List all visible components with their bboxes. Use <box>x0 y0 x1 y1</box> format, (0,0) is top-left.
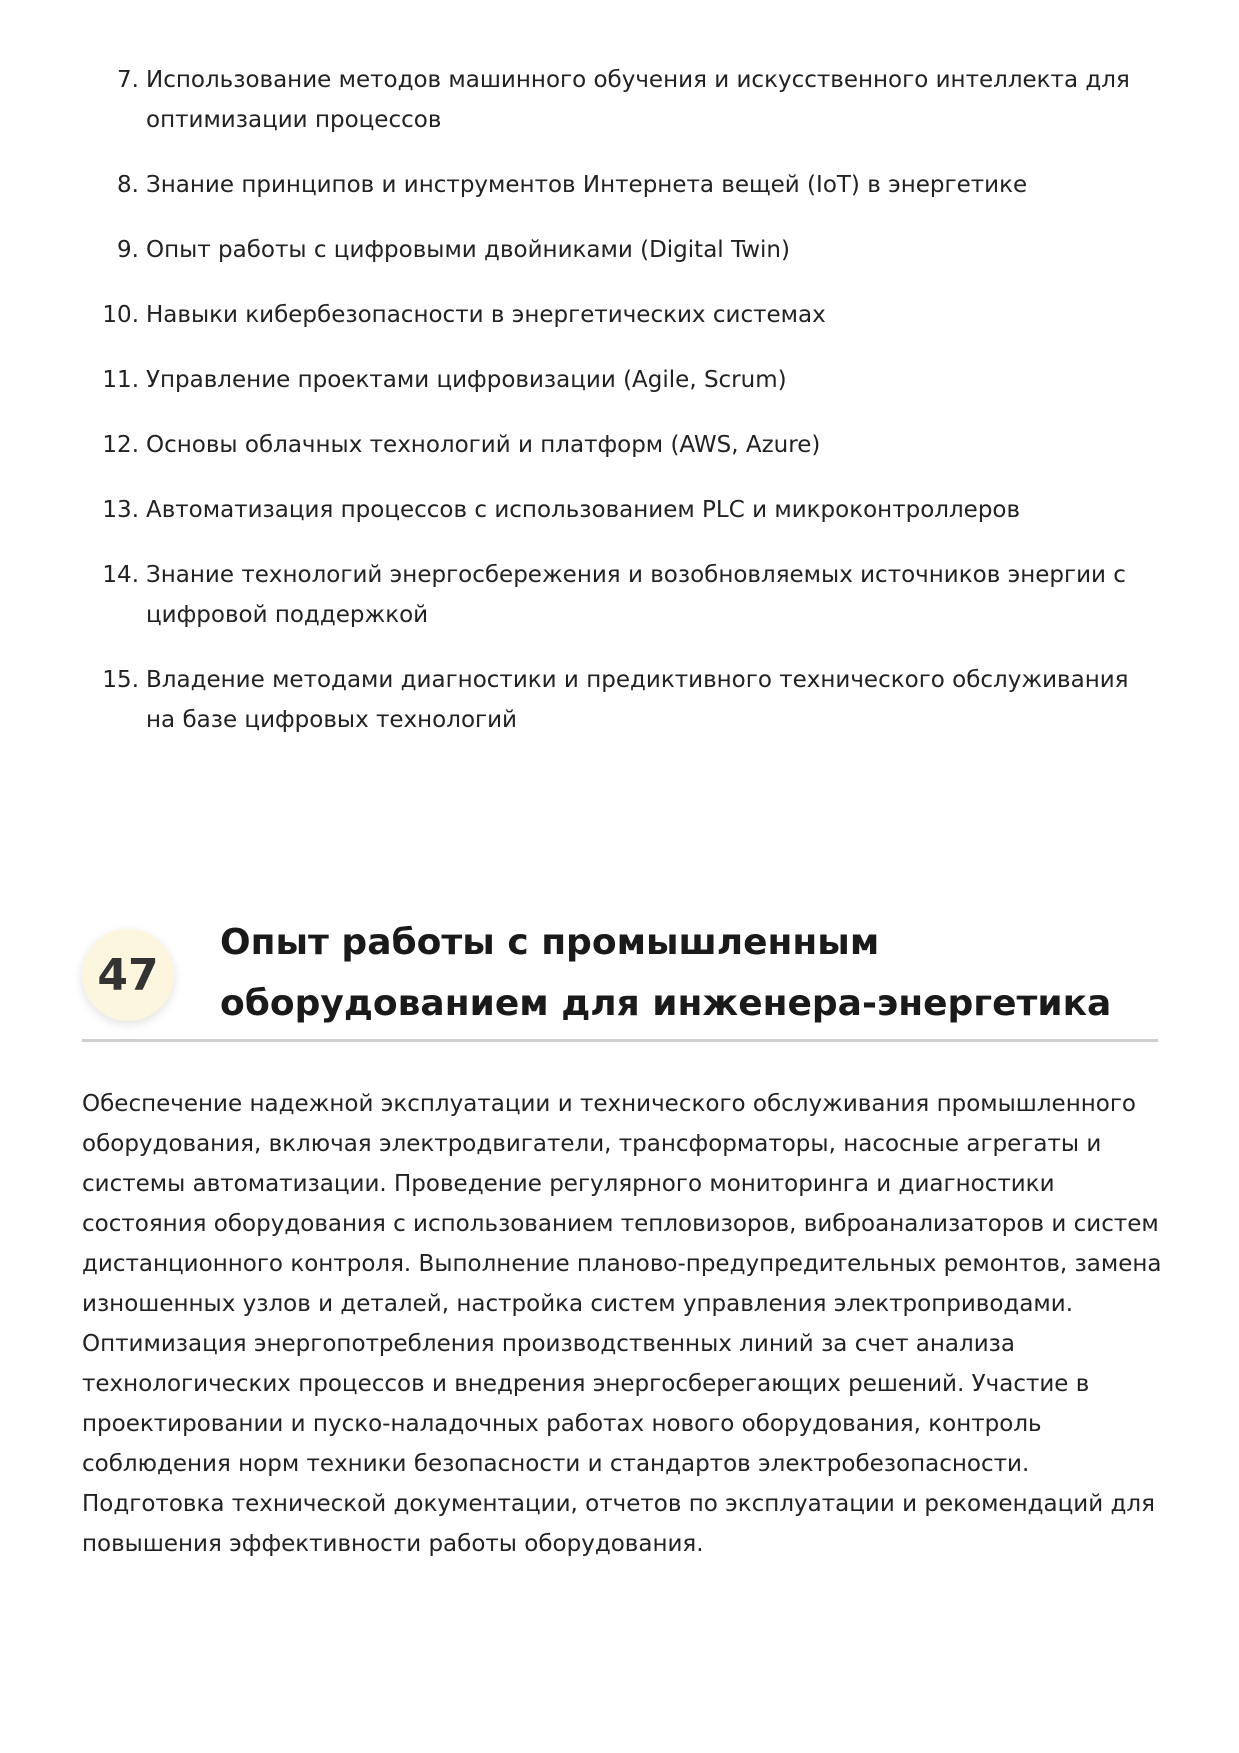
section-title: Опыт работы с промышленным оборудованием для инженера-энергетика <box>220 922 1112 1024</box>
list-item <box>82 425 1162 465</box>
list-item <box>82 165 1162 205</box>
list-item-text: Владение методами диагностики и предиктивного технического обслуживания на базе цифровых технологий <box>146 667 1129 733</box>
list-item-text: Навыки кибербезопасности в энергетических системах <box>146 302 826 328</box>
list-item <box>82 360 1162 400</box>
list-item <box>82 60 1162 140</box>
list-item-text: Основы облачных технологий и платформ (AWS, Azure) <box>146 432 821 458</box>
list-item-text: Управление проектами цифровизации (Agile, Scrum) <box>146 367 787 393</box>
section-paragraph: Обеспечение надежной эксплуатации и технического обслуживания промышленного оборудования, включая электродвигатели, трансформаторы, насосные агрегаты и системы автоматизации. Проведение регулярного мониторинга и диагностики состояния оборудования с использованием тепловизоров, виброанализаторов и систем дистанционного контроля. Выполнение планово-предупредительных ремонтов, замена изношенных узлов и деталей, настройка систем управления электроприводами. Оптимизация энергопотребления производственных линий за счет анализа технологических процессов и внедрения энергосберегающих решений. Участие в проектировании и пуско-наладочных работах нового оборудования, контроль соблюдения норм техники безопасности и стандартов электробезопасности. Подготовка технической документации, отчетов по эксплуатации и рекомендаций для повышения эффективности работы оборудования. <box>82 1091 1162 1557</box>
list-item-number: 7. <box>117 67 139 93</box>
list-item <box>82 490 1162 530</box>
list-item-number: 9. <box>117 237 139 263</box>
list-item-text: Знание технологий энергосбережения и возобновляемых источников энергии с цифровой поддержкой <box>146 562 1126 628</box>
list-item-number: 13. <box>102 497 139 523</box>
list-item <box>82 230 1162 270</box>
section-header <box>82 912 1158 1042</box>
list-item <box>82 295 1162 335</box>
list-item-number: 11. <box>102 367 139 393</box>
list-item-number: 10. <box>102 302 139 328</box>
list-item-number: 8. <box>117 172 139 198</box>
list-item-text: Опыт работы с цифровыми двойниками (Digital Twin) <box>146 237 790 263</box>
list-item-number: 12. <box>102 432 139 458</box>
skills-list <box>82 60 1162 765</box>
list-item <box>82 555 1162 635</box>
list-item-text: Использование методов машинного обучения и искусственного интеллекта для оптимизации процессов <box>146 67 1130 133</box>
list-item-text: Автоматизация процессов с использованием PLC и микроконтроллеров <box>146 497 1021 523</box>
list-item-text: Знание принципов и инструментов Интернета вещей (IoT) в энергетике <box>146 172 1028 198</box>
list-item <box>82 660 1162 740</box>
section-number-badge: 47 <box>82 929 174 1021</box>
list-item-number: 15. <box>102 667 139 693</box>
list-item-number: 14. <box>102 562 139 588</box>
